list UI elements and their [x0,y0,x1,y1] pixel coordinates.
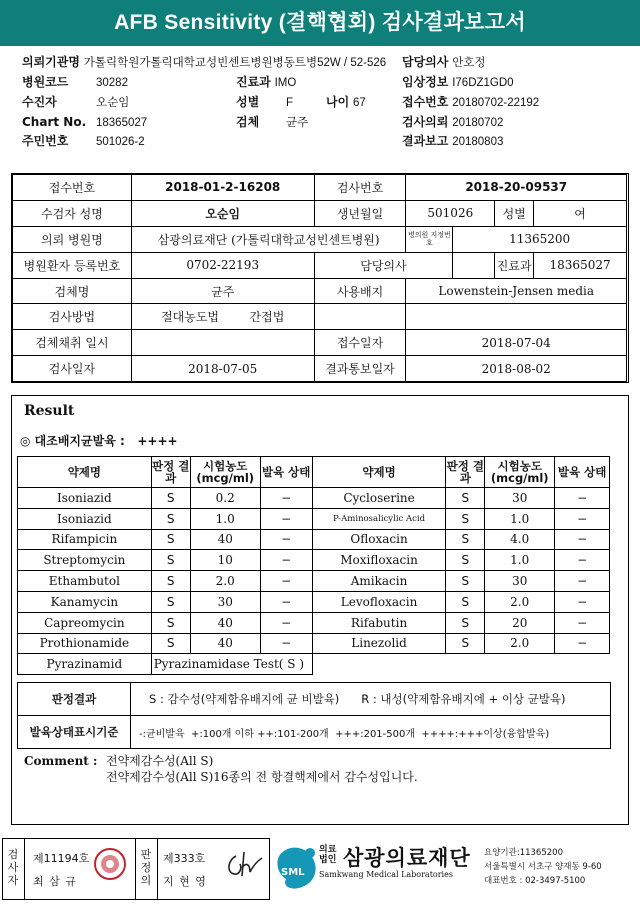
cell: 생년월일 [314,200,406,226]
code-line: 요양기관:11365200 [484,848,563,858]
drug-result: S [446,571,485,592]
drug-conc: 1.0 [485,508,555,529]
doctor-field: 담당의사 안호정 [402,55,486,69]
drug-name: Streptomycin [18,550,152,571]
confirmer-label: 판정의 [140,848,152,887]
cell: 진료과 [495,252,534,278]
rrn-field: 주민번호 [22,134,69,148]
comment-line-1: 전약제감수성(All S) [106,754,214,768]
request-date-field: 검사의뢰 20180702 [402,115,504,129]
cell: 병의원 지정번호 [406,226,453,252]
info-table [12,174,627,382]
drug-conc: 30 [485,488,555,509]
drug-result: S [446,612,485,633]
growth-legend-text: -:균비발육 +:100개 이하 ++:101-200개 +++:201-500개 ++++:+++이상(융합발육) [131,716,611,749]
drug-name: Prothionamide [18,633,152,654]
drug-result: S [446,529,485,550]
institution-row: 의뢰기관명 가톨릭학원가톨릭대학교성빈센트병원병동트병52W / 52-526 [22,55,387,69]
drug-conc: 0.2 [190,488,260,509]
result-title: Result [24,403,75,419]
specimen-field: 검체 [236,115,260,129]
cell: 2018-01-2-16208 [131,175,314,201]
table-row [18,550,610,571]
drug-growth: − [555,612,610,633]
report-date-field: 결과보고 20180803 [402,134,504,148]
inspector-seal [92,846,128,882]
drug-conc: 40 [190,633,260,654]
table-header-row [18,457,610,488]
col-header: 약제명 [312,457,446,488]
drug-conc: 40 [190,529,260,550]
inspector-name: 최 삼 규 [33,875,77,888]
rrn-value: 501026-2 [96,136,145,148]
drug-result: S [151,529,190,550]
drug-growth: − [555,529,610,550]
drug-name: Isoniazid [18,488,152,509]
drug-name: Cycloserine [312,488,446,509]
info-box [11,173,629,383]
clinical-field: 임상정보 I76DZ1GD0 [402,75,514,89]
age-field: 나이 67 [326,95,366,109]
drug-result: S [151,508,190,529]
drug-name: Capreomycin [18,612,152,633]
drug-growth: − [260,488,312,509]
col-header: 판정 결과 [151,457,190,488]
drug-conc: 20 [485,612,555,633]
drug-growth: − [555,633,610,654]
col-header: 발육 상태 [555,457,610,488]
drug-result: S [151,571,190,592]
drug-result: S [151,550,190,571]
drug-table [17,456,610,675]
table-row [13,252,627,278]
cell: 검체명 [13,278,132,304]
footer-divider [135,838,136,900]
drug-conc: 10 [190,550,260,571]
drug-conc: 2.0 [190,571,260,592]
cell: 2018-20-09537 [406,175,627,201]
confirmer-id: 제333호 [163,852,206,865]
drug-name: Kanamycin [18,591,152,612]
cell: 성별 [495,200,534,226]
drug-conc: 1.0 [190,508,260,529]
drug-result: S [151,488,190,509]
cell: 병원환자 등록번호 [13,252,132,278]
drug-name: Rifabutin [312,612,446,633]
cell: 2018-07-04 [406,330,627,356]
drug-conc: 4.0 [485,529,555,550]
drug-growth: − [555,571,610,592]
phone: 대표번호 : 02-3497-5100 [484,876,586,886]
receipt-no-field: 접수번호 20180702-22192 [402,95,540,109]
table-row [18,612,610,633]
cell: 2018-07-05 [131,356,314,382]
confirmer-name: 지 현 영 [163,875,207,888]
drug-name: Ofloxacin [312,529,446,550]
drug-name: Isoniazid [18,508,152,529]
cell: 검사번호 [314,175,406,201]
hospital-code-value: 30282 [96,77,128,89]
cell: 사용배지 [314,278,406,304]
report-title: AFB Sensitivity (결핵협회) 검사결과보고서 [0,0,640,46]
growth-legend-label: 발육상태표시기준 [18,716,131,749]
drug-growth: − [555,550,610,571]
table-row [13,356,627,382]
table-row [18,508,610,529]
cell: 검사방법 [13,304,132,330]
drug-name: Ethambutol [18,571,152,592]
drug-growth: − [260,550,312,571]
drug-conc: 2.0 [485,591,555,612]
drug-result: S [151,591,190,612]
table-row [18,488,610,509]
cell: 11365200 [453,226,627,252]
drug-result: S [446,508,485,529]
chart-no-field: Chart No. [22,115,87,129]
judgement-text: S : 감수성(약제함유배지에 균 비발육) R : 내성(약제함유배지에 + 이상 균발육) [131,683,611,716]
specimen-value: 균주 [286,117,309,129]
drug-conc: 40 [190,612,260,633]
drug-result: S [446,633,485,654]
judgement-label: 판정결과 [18,683,131,716]
cell: 여 [534,200,627,226]
table-row [13,304,627,330]
signature-icon [222,848,264,882]
hospital-code-field: 병원코드 [22,75,69,89]
inspector-label: 검사자 [7,848,19,887]
drug-conc: 2.0 [485,633,555,654]
inspector-id: 제11194호 [33,852,90,865]
pza-result: Pyrazinamidase Test( S ) [151,654,312,675]
chart-no-value: 18365027 [96,117,148,129]
drug-growth: − [260,612,312,633]
table-row [13,226,627,252]
drug-name: Rifampicin [18,529,152,550]
control-growth: ◎ 대조배지균발육 : ++++ [20,434,178,448]
col-header: 발육 상태 [260,457,312,488]
drug-growth: − [260,571,312,592]
table-row [18,529,610,550]
org-name: 삼광의료재단 [343,846,471,870]
cell: 접수일자 [314,330,406,356]
cell: 오순임 [131,200,314,226]
drug-name: Levofloxacin [312,591,446,612]
drug-result: S [151,612,190,633]
table-row [18,571,610,592]
drug-growth: − [555,488,610,509]
org-eng: Samkwang Medical Laboratories [319,870,453,879]
cell: Lowenstein-Jensen media [406,278,627,304]
sex-field: 성별 [236,95,260,109]
legend-table [17,682,611,749]
table-row [18,654,610,675]
drug-growth: − [260,529,312,550]
cell: 0702-22193 [131,252,314,278]
patient-value: 오순임 [96,97,130,109]
cell: 검체채취 일시 [13,330,132,356]
cell: 결과통보일자 [314,356,406,382]
drug-result: S [446,550,485,571]
drug-growth: − [260,633,312,654]
cell: 501026 [406,200,495,226]
cell: 수검자 성명 [13,200,132,226]
cell: 2018-08-02 [406,356,627,382]
address: 서울특별시 서초구 양재동 9-60 [484,862,602,872]
drug-name: Linezolid [312,633,446,654]
drug-name: Moxifloxacin [312,550,446,571]
drug-growth: − [260,591,312,612]
footer-divider [157,838,158,900]
table-row [18,683,611,716]
table-row [18,591,610,612]
drug-growth: − [555,591,610,612]
table-row [13,200,627,226]
drug-conc: 30 [485,571,555,592]
table-row [18,716,611,749]
drug-conc: 30 [190,591,260,612]
cell: 검사일자 [13,356,132,382]
table-row [18,633,610,654]
cell: 18365027 [534,252,627,278]
drug-result: S [446,488,485,509]
drug-growth: − [555,508,610,529]
org-type: 의료 법인 [319,845,337,865]
drug-name: Pyrazinamid [18,654,152,675]
footer-divider [24,838,25,900]
drug-result: S [446,591,485,612]
col-header: 약제명 [18,457,152,488]
cell: 균주 [131,278,314,304]
comment-label: Comment : [24,754,98,768]
drug-conc: 1.0 [485,550,555,571]
drug-growth: − [260,508,312,529]
table-row [13,278,627,304]
table-row [13,175,627,201]
col-header: 시험농도 (mcg/ml) [485,457,555,488]
cell: 의뢰 병원명 [13,226,132,252]
sex-value: F [286,97,294,109]
patient-field: 수진자 [22,95,57,109]
drug-name: P-Aminosalicylic Acid [312,508,446,529]
dept-field: 진료과 IMO [236,75,297,89]
cell: 절대농도법 간접법 [131,304,314,330]
cell: 접수번호 [13,175,132,201]
cell: 담당의사 [314,252,453,278]
drug-result: S [151,633,190,654]
comment-line-2: 전약제감수성(All S)16종의 전 항결핵제에서 감수성입니다. [106,770,418,784]
table-row [13,330,627,356]
col-header: 시험농도 (mcg/ml) [190,457,260,488]
drug-name: Amikacin [312,571,446,592]
sml-logo-icon [272,843,322,893]
col-header: 판정 결과 [446,457,485,488]
cell: 삼광의료재단 (가톨릭대학교성빈센트병원) [131,226,406,252]
sml-text: SML [281,867,305,878]
